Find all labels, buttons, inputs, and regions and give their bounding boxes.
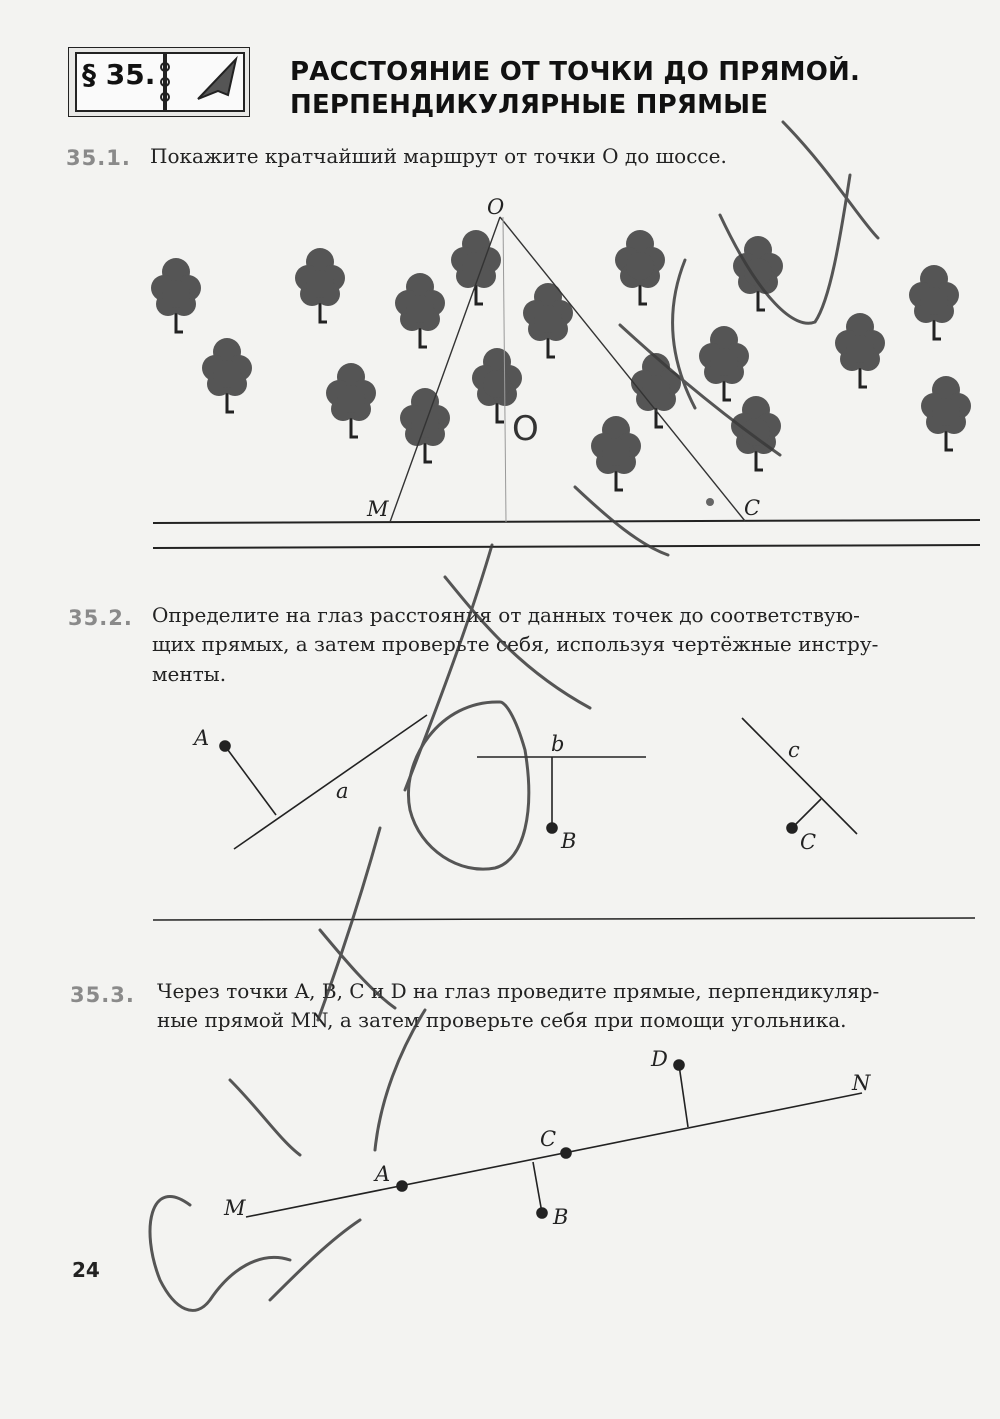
page-number: 24 xyxy=(72,1258,100,1282)
exercise-text-35-2-line3: менты. xyxy=(152,662,227,686)
exercise-text-35-2-line1: Определите на глаз расстояния от данных точек до соответствую- xyxy=(152,603,860,627)
triangle-omc xyxy=(390,217,745,522)
label-a-point: A xyxy=(194,726,210,750)
point-a xyxy=(220,741,230,751)
label-c3: C xyxy=(540,1127,557,1151)
tree-icon xyxy=(731,396,781,470)
point-d xyxy=(674,1060,684,1070)
label-b3: B xyxy=(553,1205,569,1229)
figure-35-2 xyxy=(220,715,857,849)
figure-35-1 xyxy=(151,195,980,548)
tree-icon xyxy=(591,416,641,490)
point-c3 xyxy=(561,1148,571,1158)
label-c-point: C xyxy=(800,830,817,854)
label-n3: N xyxy=(852,1071,871,1095)
pencil-scribbles xyxy=(150,122,878,1310)
tree-icon xyxy=(523,283,573,357)
label-line-c: c xyxy=(788,738,800,762)
perpendicular-c xyxy=(792,799,821,828)
exercise-number-35-1: 35.1. xyxy=(66,146,131,170)
line-c xyxy=(742,718,857,834)
tree-icon xyxy=(699,326,749,400)
label-b-point: B xyxy=(561,829,577,853)
line-mn xyxy=(246,1093,862,1217)
tree-icon xyxy=(921,376,971,450)
tree-icon xyxy=(615,230,665,304)
tree-icon xyxy=(631,353,681,427)
tree-icon xyxy=(451,230,501,304)
answer-line xyxy=(153,918,975,920)
tree-icon xyxy=(733,236,783,310)
tree-icon xyxy=(909,265,959,339)
label-point-m: M xyxy=(367,497,389,521)
label-point-o: O xyxy=(487,195,505,219)
pencil-mark-o: O xyxy=(512,409,539,449)
pencil-dot xyxy=(706,498,714,506)
perpendicular-d xyxy=(679,1065,688,1127)
perpendicular-a xyxy=(225,746,276,815)
perpendicular-b3 xyxy=(533,1162,542,1213)
tree-icon xyxy=(326,363,376,437)
point-c xyxy=(787,823,797,833)
tree-icon xyxy=(151,258,201,332)
road xyxy=(153,520,980,548)
exercise-text-35-3-line1: Через точки A, B, C и D на глаз проведите прямые, перпендикуляр- xyxy=(157,979,880,1003)
point-b3 xyxy=(537,1208,547,1218)
section-title-line1: РАССТОЯНИЕ ОТ ТОЧКИ ДО ПРЯМОЙ. xyxy=(290,57,861,87)
tree-icon xyxy=(202,338,252,412)
exercise-text-35-2-line2: щих прямых, а затем проверьте себя, используя чертёжные инстру- xyxy=(152,632,879,656)
point-b xyxy=(547,823,557,833)
exercise-number-35-3: 35.3. xyxy=(70,983,135,1007)
label-line-a: a xyxy=(336,779,349,803)
label-line-b: b xyxy=(551,732,565,756)
exercise-text-35-3-line2: ные прямой MN, а затем проверьте себя при помощи угольника. xyxy=(157,1008,847,1032)
line-a xyxy=(234,715,427,849)
label-d3: D xyxy=(651,1047,668,1071)
label-a3: A xyxy=(375,1162,391,1186)
tree-icon xyxy=(395,273,445,347)
section-title-line2: ПЕРПЕНДИКУЛЯРНЫЕ ПРЯМЫЕ xyxy=(290,90,769,120)
label-point-c: C xyxy=(744,496,761,520)
label-m3: M xyxy=(224,1196,246,1220)
trees xyxy=(151,230,971,490)
tree-icon xyxy=(295,248,345,322)
exercise-text-35-1: Покажите кратчайший маршрут от точки O до шоссе. xyxy=(150,144,727,168)
section-number: § 35. xyxy=(82,58,156,91)
exercise-number-35-2: 35.2. xyxy=(68,606,133,630)
tree-icon xyxy=(835,313,885,387)
point-a3 xyxy=(397,1181,407,1191)
